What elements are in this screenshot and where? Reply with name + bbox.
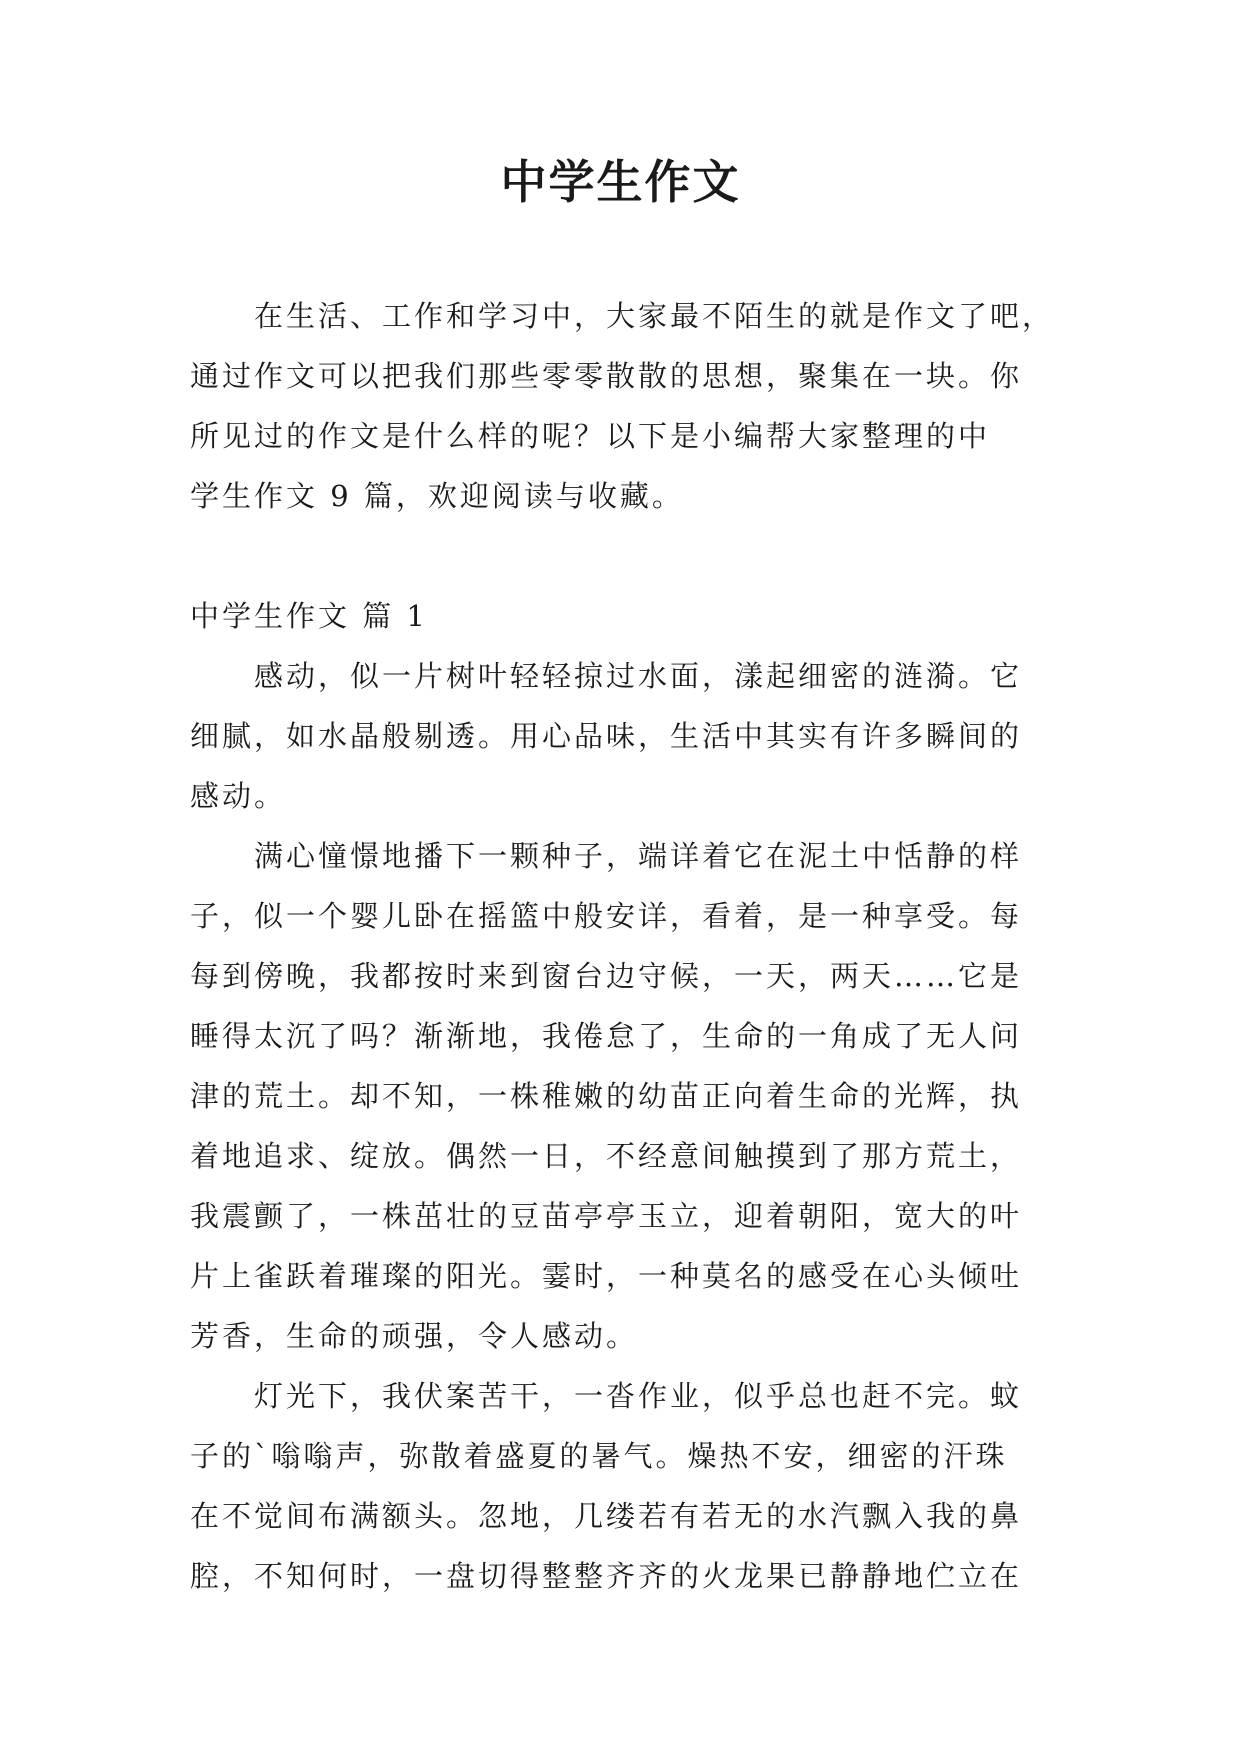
paragraph-line: 睡得太沉了吗？渐渐地，我倦怠了，生命的一角成了无人问 xyxy=(190,1019,1023,1053)
paragraph-line: 津的荒土。却不知，一株稚嫩的幼苗正向着生命的光辉，执 xyxy=(190,1079,1023,1113)
paragraph-line: 感动，似一片树叶轻轻掠过水面，漾起细密的涟漪。它 xyxy=(254,659,1023,693)
document-title: 中学生作文 xyxy=(500,155,741,209)
paragraph-line: 满心憧憬地播下一颗种子，端详着它在泥土中恬静的样 xyxy=(254,839,1023,873)
paragraph-line: 片上雀跃着璀璨的阳光。霎时，一种莫名的感受在心头倾吐 xyxy=(190,1259,1023,1293)
paragraph-line: 子的`嗡嗡声，弥散着盛夏的暑气。燥热不安，细密的汗珠 xyxy=(190,1439,1008,1473)
intro-line: 所见过的作文是什么样的呢？以下是小编帮大家整理的中 xyxy=(190,419,991,453)
section-heading: 中学生作文 篇 1 xyxy=(190,599,428,633)
paragraph-line: 在不觉间布满额头。忽地，几缕若有若无的水汽飘入我的鼻 xyxy=(190,1499,1023,1533)
paragraph-gap xyxy=(190,526,1050,586)
paragraph-line: 每到傍晚，我都按时来到窗台边守候，一天，两天……它是 xyxy=(190,959,1023,993)
paragraph-line: 腔，不知何时，一盘切得整整齐齐的火龙果已静静地伫立在 xyxy=(190,1559,1023,1593)
document-body xyxy=(190,286,1055,1606)
intro-line: 在生活、工作和学习中，大家最不陌生的就是作文了吧， xyxy=(254,299,1055,333)
intro-line: 学生作文 9 篇，欢迎阅读与收藏。 xyxy=(190,479,684,513)
paragraph-line: 芳香，生命的顽强，令人感动。 xyxy=(190,1319,639,1353)
paragraph-line: 我震颤了，一株茁壮的豆苗亭亭玉立，迎着朝阳，宽大的叶 xyxy=(190,1199,1023,1233)
paragraph-line: 子，似一个婴儿卧在摇篮中般安详，看着，是一种享受。每 xyxy=(190,899,1023,933)
paragraph-line: 着地追求、绽放。偶然一日，不经意间触摸到了那方荒土， xyxy=(190,1139,1023,1173)
paragraph-line: 细腻，如水晶般剔透。用心品味，生活中其实有许多瞬间的 xyxy=(190,719,1023,753)
paragraph-line: 感动。 xyxy=(190,779,287,813)
paragraph-line: 灯光下，我伏案苦干，一沓作业，似乎总也赶不完。蚊 xyxy=(254,1379,1023,1413)
intro-line: 通过作文可以把我们那些零零散散的思想，聚集在一块。你 xyxy=(190,359,1023,393)
